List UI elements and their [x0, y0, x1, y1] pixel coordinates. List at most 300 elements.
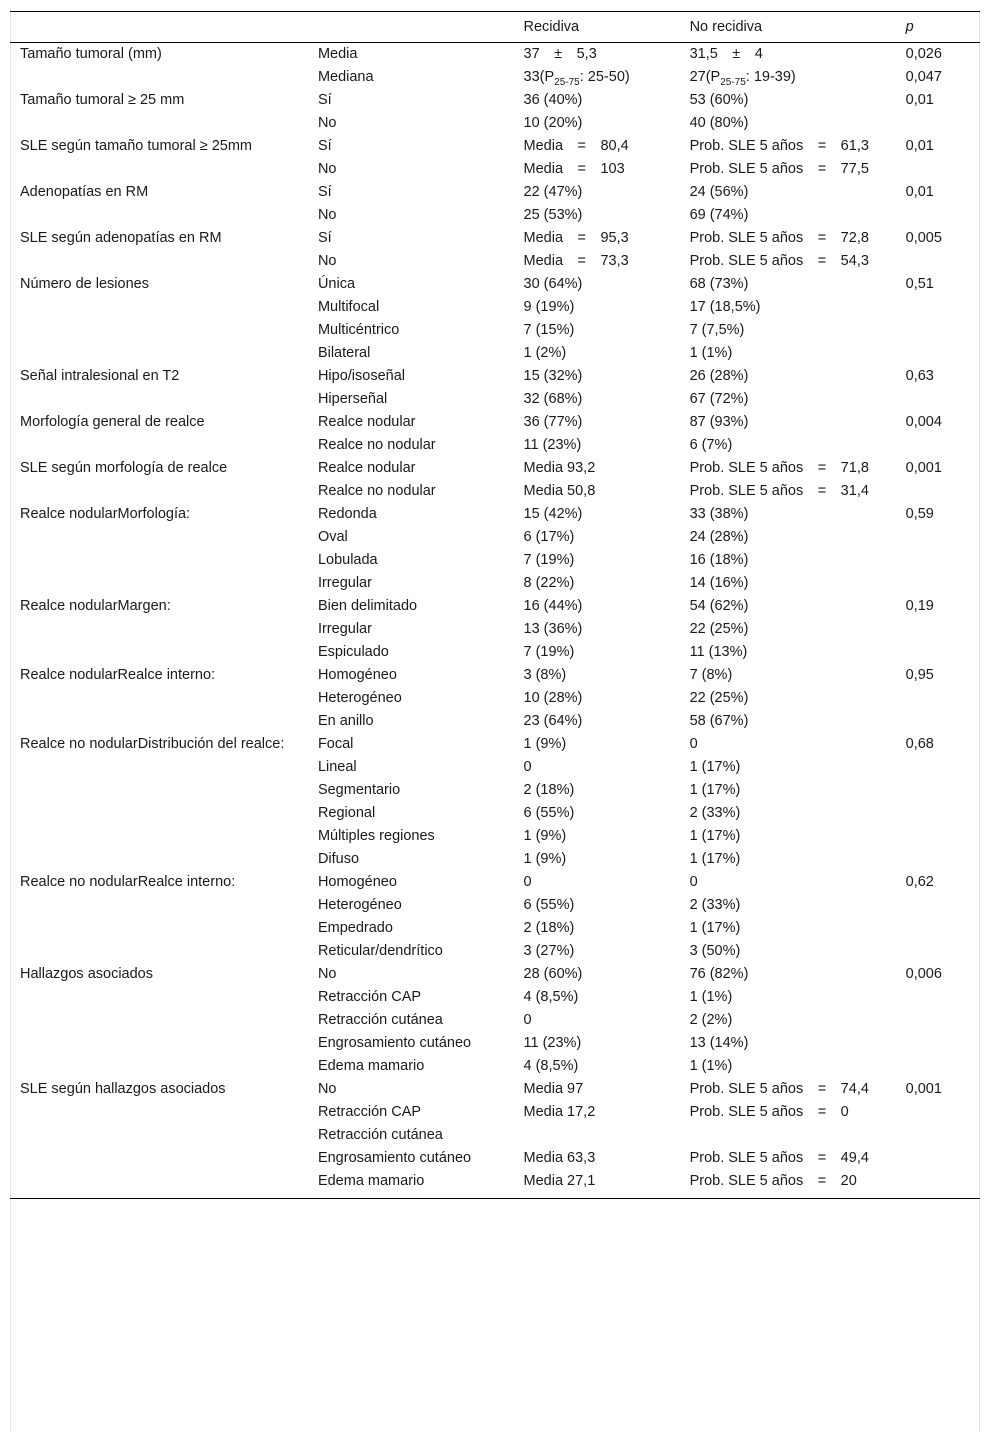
table-row	[10, 342, 980, 365]
cell-c5	[906, 986, 980, 1009]
cell-c4: Prob. SLE 5 años = 20	[690, 1170, 906, 1199]
cell-c4: Prob. SLE 5 años = 54,3	[689, 253, 869, 269]
cell-c1: Adenopatías en RM	[20, 184, 149, 200]
cell-c4: 1 (1%)	[689, 1058, 733, 1074]
table-row	[10, 273, 980, 296]
cell-c2: Focal	[317, 736, 354, 752]
table-row	[10, 1032, 980, 1055]
cell-c4: Prob. SLE 5 años = 49,4	[689, 1150, 869, 1166]
cell-c2: Hipo/isoseñal	[317, 368, 405, 384]
cell-c5	[906, 250, 980, 273]
cell-c5	[906, 756, 980, 779]
cell-c2: Única	[317, 276, 356, 292]
cell-c4: 22 (25%)	[689, 690, 749, 706]
cell-c2: Hiperseñal	[317, 391, 388, 407]
table-header	[10, 12, 980, 43]
table-row	[10, 986, 980, 1009]
cell-c3: 25 (53%)	[523, 207, 583, 223]
cell-c4: 3 (50%)	[689, 943, 741, 959]
cell-c2: Retracción CAP	[317, 1104, 422, 1120]
header-col2	[318, 12, 524, 43]
cell-c5	[906, 319, 980, 342]
cell-c2: Realce nodular	[317, 460, 416, 476]
table-row	[10, 779, 980, 802]
cell-c2: No	[317, 115, 337, 131]
cell-c4: 0	[689, 874, 698, 890]
cell-c1	[10, 204, 318, 227]
cell-c4: 2 (33%)	[689, 897, 741, 913]
cell-c1	[10, 687, 318, 710]
cell-c5: 0,047	[905, 69, 942, 85]
cell-c3: 10 (20%)	[523, 115, 583, 131]
cell-c4: 53 (60%)	[689, 92, 749, 108]
table-row	[10, 89, 980, 112]
table-row	[10, 802, 980, 825]
cell-c5	[906, 802, 980, 825]
cell-c1	[10, 848, 318, 871]
table-row	[10, 595, 980, 618]
cell-c3	[524, 1124, 690, 1147]
table-row	[10, 825, 980, 848]
cell-c3: 36 (77%)	[523, 414, 583, 430]
cell-c4	[690, 1124, 906, 1147]
cell-c4: 1 (1%)	[689, 345, 733, 361]
cell-c2: Bien delimitado	[317, 598, 418, 614]
cell-c2: Multicéntrico	[317, 322, 400, 338]
median-subscript: 25-75	[720, 76, 746, 88]
table-row	[10, 917, 980, 940]
cell-c4: 87 (93%)	[689, 414, 749, 430]
cell-c5	[906, 825, 980, 848]
cell-c4: Prob. SLE 5 años = 72,8	[689, 230, 869, 246]
cell-c3: 28 (60%)	[523, 966, 583, 982]
cell-c4: 22 (25%)	[689, 621, 749, 637]
table-row	[10, 687, 980, 710]
header-no-recidiva: No recidiva	[690, 12, 906, 43]
table-row	[10, 963, 980, 986]
cell-c4: 69 (74%)	[689, 207, 749, 223]
cell-c2: Edema mamario	[318, 1170, 524, 1199]
cell-c1	[10, 1170, 318, 1199]
cell-c5: 0,004	[905, 414, 942, 430]
table-row	[10, 848, 980, 871]
cell-c4: 24 (28%)	[689, 529, 749, 545]
cell-c3: 0	[523, 1012, 532, 1028]
cell-c5	[906, 1055, 980, 1078]
cell-c3: 6 (55%)	[523, 897, 575, 913]
cell-c4: 1 (1%)	[689, 989, 733, 1005]
cell-c1	[10, 480, 318, 503]
cell-c4: 1 (17%)	[689, 851, 741, 867]
cell-c4: 6 (7%)	[689, 437, 733, 453]
table-row	[10, 1170, 980, 1199]
median-suffix: : 19-39)	[745, 69, 796, 85]
cell-c3: Media 50,8	[523, 483, 596, 499]
cell-c5	[906, 710, 980, 733]
cell-c2: Oval	[317, 529, 348, 545]
cell-c4: 33 (38%)	[689, 506, 749, 522]
cell-c1	[10, 549, 318, 572]
cell-c4: 11 (13%)	[689, 644, 748, 660]
cell-c5	[906, 342, 980, 365]
cell-c4	[690, 66, 906, 89]
cell-c2: Mediana	[317, 69, 374, 85]
cell-c5	[906, 434, 980, 457]
cell-c4: Prob. SLE 5 años = 0	[689, 1104, 849, 1120]
table-row	[10, 296, 980, 319]
table-row	[10, 43, 980, 67]
cell-c2: Multifocal	[317, 299, 380, 315]
table-row	[10, 319, 980, 342]
table-row	[10, 1055, 980, 1078]
cell-c5	[906, 1032, 980, 1055]
cell-c3: 8 (22%)	[523, 575, 575, 591]
table-row	[10, 204, 980, 227]
cell-c4: 14 (16%)	[689, 575, 749, 591]
cell-c4: 13 (14%)	[689, 1035, 749, 1051]
cell-c3: Media = 103	[523, 161, 625, 177]
cell-c1	[10, 779, 318, 802]
median-suffix: : 25-50)	[579, 69, 630, 85]
table-row	[10, 572, 980, 595]
cell-c1	[10, 250, 318, 273]
cell-c4: 2 (33%)	[689, 805, 741, 821]
cell-c5	[906, 687, 980, 710]
cell-c3: 1 (2%)	[523, 345, 567, 361]
cell-c4: 7 (8%)	[689, 667, 733, 683]
cell-c3: 2 (18%)	[523, 782, 575, 798]
cell-c2: No	[317, 161, 337, 177]
cell-c5: 0,01	[905, 184, 934, 200]
cell-c3: 0	[523, 759, 532, 775]
cell-c5	[906, 296, 980, 319]
cell-c4: 67 (72%)	[689, 391, 749, 407]
cell-c1	[10, 388, 318, 411]
cell-c2: Sí	[317, 230, 332, 246]
cell-c4: 0	[689, 736, 698, 752]
cell-c4: 24 (56%)	[689, 184, 749, 200]
cell-c3: Media = 80,4	[523, 138, 629, 154]
table-row	[10, 871, 980, 894]
cell-c3: 4 (8,5%)	[523, 989, 579, 1005]
cell-c2: Edema mamario	[317, 1058, 425, 1074]
cell-c5: 0,68	[905, 736, 934, 752]
cell-c3: 7 (19%)	[523, 644, 575, 660]
cell-c1: Número de lesiones	[20, 276, 149, 292]
cell-c1: Señal intralesional en T2	[20, 368, 180, 384]
cell-c2: Realce nodular	[317, 414, 416, 430]
cell-c1	[10, 434, 318, 457]
cell-c3: 11 (23%)	[523, 1035, 582, 1051]
table-row	[10, 641, 980, 664]
table-row	[10, 112, 980, 135]
cell-c5	[906, 112, 980, 135]
cell-c4: Prob. SLE 5 años = 61,3	[689, 138, 869, 154]
table-row	[10, 1147, 980, 1170]
cell-c1	[10, 1009, 318, 1032]
cell-c5: 0,01	[905, 138, 934, 154]
cell-c2: Engrosamiento cutáneo	[317, 1150, 472, 1166]
cell-c1	[10, 940, 318, 963]
header-row	[10, 12, 980, 43]
cell-c1	[10, 66, 318, 89]
cell-c2: Engrosamiento cutáneo	[317, 1035, 472, 1051]
cell-c4: Prob. SLE 5 años = 77,5	[689, 161, 869, 177]
cell-c3: 1 (9%)	[523, 828, 567, 844]
cell-c1	[10, 1032, 318, 1055]
cell-c5	[906, 1124, 980, 1147]
cell-c3: 7 (19%)	[523, 552, 575, 568]
cell-c5	[906, 894, 980, 917]
cell-c5: 0,95	[905, 667, 934, 683]
table-row	[10, 710, 980, 733]
cell-c2: Irregular	[317, 621, 372, 637]
cell-c3: 37 ± 5,3	[523, 46, 597, 62]
cell-c4: 40 (80%)	[689, 115, 749, 131]
cell-c1	[10, 572, 318, 595]
cell-c3: 7 (15%)	[523, 322, 575, 338]
cell-c2: Espiculado	[317, 644, 389, 660]
cell-c1: Realce nodularMargen:	[20, 598, 171, 614]
cell-c3: 1 (9%)	[523, 851, 567, 867]
cell-c5: 0,026	[905, 46, 942, 62]
cell-c1	[10, 1055, 318, 1078]
cell-c3: Media 93,2	[523, 460, 596, 476]
cell-c3: 32 (68%)	[523, 391, 583, 407]
cell-c4: 1 (17%)	[689, 782, 741, 798]
cell-c2: Segmentario	[317, 782, 401, 798]
table-row	[10, 526, 980, 549]
cell-c1	[10, 825, 318, 848]
table-row	[10, 480, 980, 503]
cell-c5: 0,63	[905, 368, 934, 384]
cell-c5	[906, 779, 980, 802]
cell-c5: 0,62	[905, 874, 934, 890]
cell-c1	[10, 112, 318, 135]
cell-c5	[906, 1101, 980, 1124]
table-row	[10, 135, 980, 158]
cell-c1: SLE según hallazgos asociados	[20, 1081, 226, 1097]
cell-c3: 3 (8%)	[523, 667, 567, 683]
cell-c2: Difuso	[317, 851, 360, 867]
cell-c1	[10, 1124, 318, 1147]
cell-c3: 0	[523, 874, 532, 890]
table-row	[10, 411, 980, 434]
cell-c2: Heterogéneo	[317, 897, 402, 913]
cell-c2: Sí	[317, 184, 332, 200]
cell-c5	[906, 848, 980, 871]
cell-c2: Media	[317, 46, 358, 62]
cell-c4: 68 (73%)	[689, 276, 749, 292]
cell-c3: 3 (27%)	[523, 943, 575, 959]
table-row	[10, 618, 980, 641]
cell-c5: 0,01	[905, 92, 934, 108]
cell-c1	[10, 1147, 318, 1170]
cell-c2: No	[317, 1081, 337, 1097]
cell-c5: 0,59	[905, 506, 934, 522]
cell-c3: 6 (17%)	[523, 529, 575, 545]
table-row	[10, 664, 980, 687]
header-recidiva: Recidiva	[524, 12, 690, 43]
cell-c5	[906, 480, 980, 503]
results-table	[10, 11, 980, 1199]
table-row	[10, 894, 980, 917]
cell-c1: SLE según morfología de realce	[20, 460, 228, 476]
header-col1	[10, 12, 318, 43]
cell-c5	[906, 940, 980, 963]
cell-c1	[10, 641, 318, 664]
table-row	[10, 434, 980, 457]
cell-c4: 2 (2%)	[689, 1012, 733, 1028]
cell-c5: 0,006	[905, 966, 942, 982]
cell-c1	[10, 158, 318, 181]
cell-c4: 26 (28%)	[689, 368, 749, 384]
cell-c2: Retracción CAP	[317, 989, 422, 1005]
cell-c1	[10, 894, 318, 917]
cell-c5	[906, 1009, 980, 1032]
cell-c5: 0,005	[905, 230, 942, 246]
cell-c3: Media 17,2	[523, 1104, 596, 1120]
cell-c3: 2 (18%)	[523, 920, 575, 936]
cell-c5: 0,51	[905, 276, 934, 292]
cell-c2: Múltiples regiones	[317, 828, 435, 844]
cell-c5: 0,19	[905, 598, 934, 614]
cell-c5: 0,001	[905, 460, 942, 476]
cell-c2: Reticular/dendrítico	[317, 943, 443, 959]
cell-c1: SLE según tamaño tumoral ≥ 25mm	[20, 138, 253, 154]
table-row	[10, 1124, 980, 1147]
median-prefix: 33(P	[523, 69, 555, 85]
cell-c4: 1 (17%)	[689, 759, 741, 775]
cell-c3: Media 63,3	[523, 1150, 596, 1166]
cell-c3: 6 (55%)	[523, 805, 575, 821]
table-row	[10, 549, 980, 572]
cell-c4: Prob. SLE 5 años = 71,8	[689, 460, 869, 476]
cell-c3: 15 (42%)	[523, 506, 583, 522]
cell-c5	[906, 1147, 980, 1170]
cell-c2: Sí	[317, 92, 332, 108]
cell-c2: En anillo	[317, 713, 374, 729]
table-body	[10, 43, 980, 1199]
cell-c4: 76 (82%)	[689, 966, 749, 982]
cell-c1	[10, 802, 318, 825]
cell-c3: 15 (32%)	[523, 368, 583, 384]
cell-c2: Realce no nodular	[317, 483, 436, 499]
cell-c1: Realce nodularMorfología:	[20, 506, 191, 522]
cell-c5: 0,001	[905, 1081, 942, 1097]
cell-c5	[906, 1170, 980, 1199]
cell-c5	[906, 526, 980, 549]
table-row	[10, 503, 980, 526]
cell-c3	[524, 66, 690, 89]
table-row	[10, 1009, 980, 1032]
cell-c2: Homogéneo	[317, 667, 397, 683]
cell-c5	[906, 572, 980, 595]
cell-c2: Regional	[317, 805, 376, 821]
cell-c3: Media 27,1	[524, 1170, 690, 1199]
cell-c2: Sí	[317, 138, 332, 154]
cell-c2: Homogéneo	[317, 874, 397, 890]
cell-c1	[10, 296, 318, 319]
table-row	[10, 733, 980, 756]
cell-c2: Redonda	[317, 506, 377, 522]
cell-c5	[906, 158, 980, 181]
table-row	[10, 250, 980, 273]
cell-c1: Realce no nodularDistribución del realce:	[20, 736, 285, 752]
cell-c3: 11 (23%)	[523, 437, 582, 453]
cell-c4: 58 (67%)	[689, 713, 749, 729]
table-row	[10, 158, 980, 181]
cell-c2: No	[317, 207, 337, 223]
cell-c1	[10, 986, 318, 1009]
table-row	[10, 66, 980, 89]
cell-c4: 1 (17%)	[689, 920, 741, 936]
cell-c1: Morfología general de realce	[20, 414, 205, 430]
cell-c4: 7 (7,5%)	[689, 322, 745, 338]
cell-c2: Lineal	[317, 759, 357, 775]
table-row	[10, 940, 980, 963]
cell-c2: Retracción cutánea	[317, 1127, 443, 1143]
cell-c2: Lobulada	[317, 552, 378, 568]
cell-c1: Realce no nodularRealce interno:	[20, 874, 236, 890]
cell-c1: Tamaño tumoral ≥ 25 mm	[20, 92, 185, 108]
table-row	[10, 756, 980, 779]
cell-c1: Realce nodularRealce interno:	[20, 667, 216, 683]
cell-c3: 30 (64%)	[523, 276, 583, 292]
cell-c3: 16 (44%)	[523, 598, 583, 614]
cell-c1: Hallazgos asociados	[20, 966, 153, 982]
cell-c1	[10, 756, 318, 779]
cell-c2: No	[317, 966, 337, 982]
cell-c1	[10, 1101, 318, 1124]
cell-c4: 54 (62%)	[689, 598, 749, 614]
cell-c3: Media = 95,3	[523, 230, 629, 246]
cell-c4: Prob. SLE 5 años = 74,4	[689, 1081, 869, 1097]
table-row	[10, 365, 980, 388]
table-row	[10, 227, 980, 250]
cell-c3: 22 (47%)	[523, 184, 583, 200]
cell-c3: Media 97	[523, 1081, 584, 1097]
cell-c3: 10 (28%)	[523, 690, 583, 706]
cell-c4: 16 (18%)	[689, 552, 749, 568]
cell-c2: Retracción cutánea	[317, 1012, 443, 1028]
cell-c5	[906, 618, 980, 641]
cell-c1: Tamaño tumoral (mm)	[20, 46, 162, 62]
cell-c4: 17 (18,5%)	[689, 299, 761, 315]
table-row	[10, 181, 980, 204]
cell-c3: 4 (8,5%)	[523, 1058, 579, 1074]
median-subscript: 25-75	[554, 76, 580, 88]
cell-c5	[906, 549, 980, 572]
cell-c2: Realce no nodular	[317, 437, 436, 453]
cell-c4: 1 (17%)	[689, 828, 741, 844]
cell-c5	[906, 204, 980, 227]
cell-c1	[10, 319, 318, 342]
cell-c1	[10, 618, 318, 641]
cell-c1: SLE según adenopatías en RM	[20, 230, 222, 246]
cell-c3: 23 (64%)	[523, 713, 583, 729]
cell-c1	[10, 710, 318, 733]
cell-c2: Bilateral	[317, 345, 371, 361]
cell-c1	[10, 342, 318, 365]
header-p: p	[906, 12, 980, 43]
cell-c2: Irregular	[317, 575, 372, 591]
cell-c3: 9 (19%)	[523, 299, 575, 315]
cell-c3: 13 (36%)	[523, 621, 583, 637]
median-prefix: 27(P	[689, 69, 721, 85]
cell-c3: 36 (40%)	[523, 92, 583, 108]
cell-c4: 31,5 ± 4	[689, 46, 763, 62]
